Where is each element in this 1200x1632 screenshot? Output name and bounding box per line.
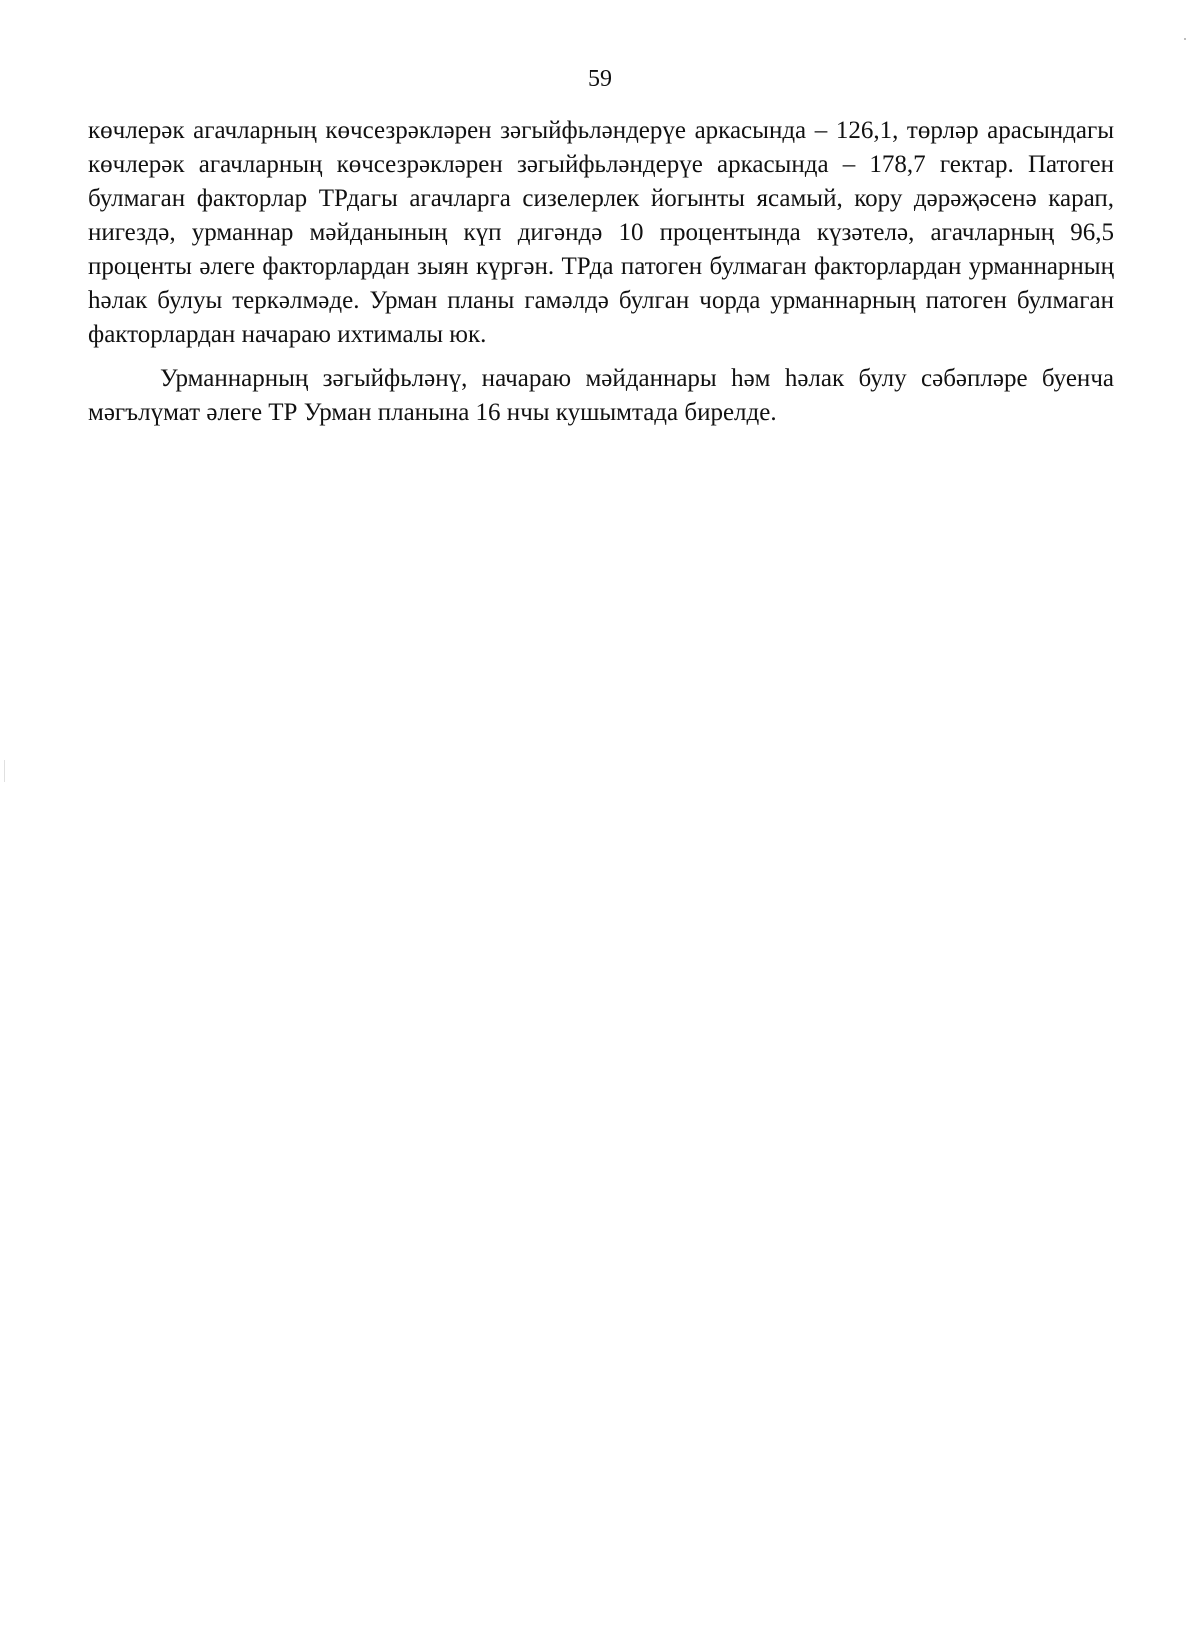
scan-edge-mark bbox=[4, 760, 5, 782]
page-number: 59 bbox=[588, 66, 612, 92]
body-text bbox=[88, 114, 1114, 430]
paragraph-2: Урманнарның зәгыйфьләнү, начараю мәйданнары һәм һәлак булу сәбәпләре буенча мәгълүмат әлеге ТР Урман планына 16 нчы кушымтада бирелде. bbox=[88, 365, 1114, 426]
scan-speck bbox=[1184, 38, 1186, 40]
paragraph-1: көчлерәк агачларның көчсезрәкләрен зәгыйфьләндерүе аркасында – 126,1, төрләр арасындагы көчлерәк агачларның көчсезрәкләрен зәгыйфьләндерүе аркасында – 178,7 гектар. Патоген булмаган факторлар ТРдагы агачларга сизелерлек йогынты ясамый, кору дәрәҗәсенә карап, нигездә, урманнар мәйданының күп дигәндә 10 процентында күзәтелә, агачларның 96,5 проценты әлеге факторлардан зыян күргән. ТРда патоген булмаган факторлардан урманнарның һәлак булуы теркәлмәде. Урман планы гамәлдә булган чорда урманнарның патоген булмаган факторлардан начараю ихтималы юк. bbox=[88, 117, 1114, 348]
